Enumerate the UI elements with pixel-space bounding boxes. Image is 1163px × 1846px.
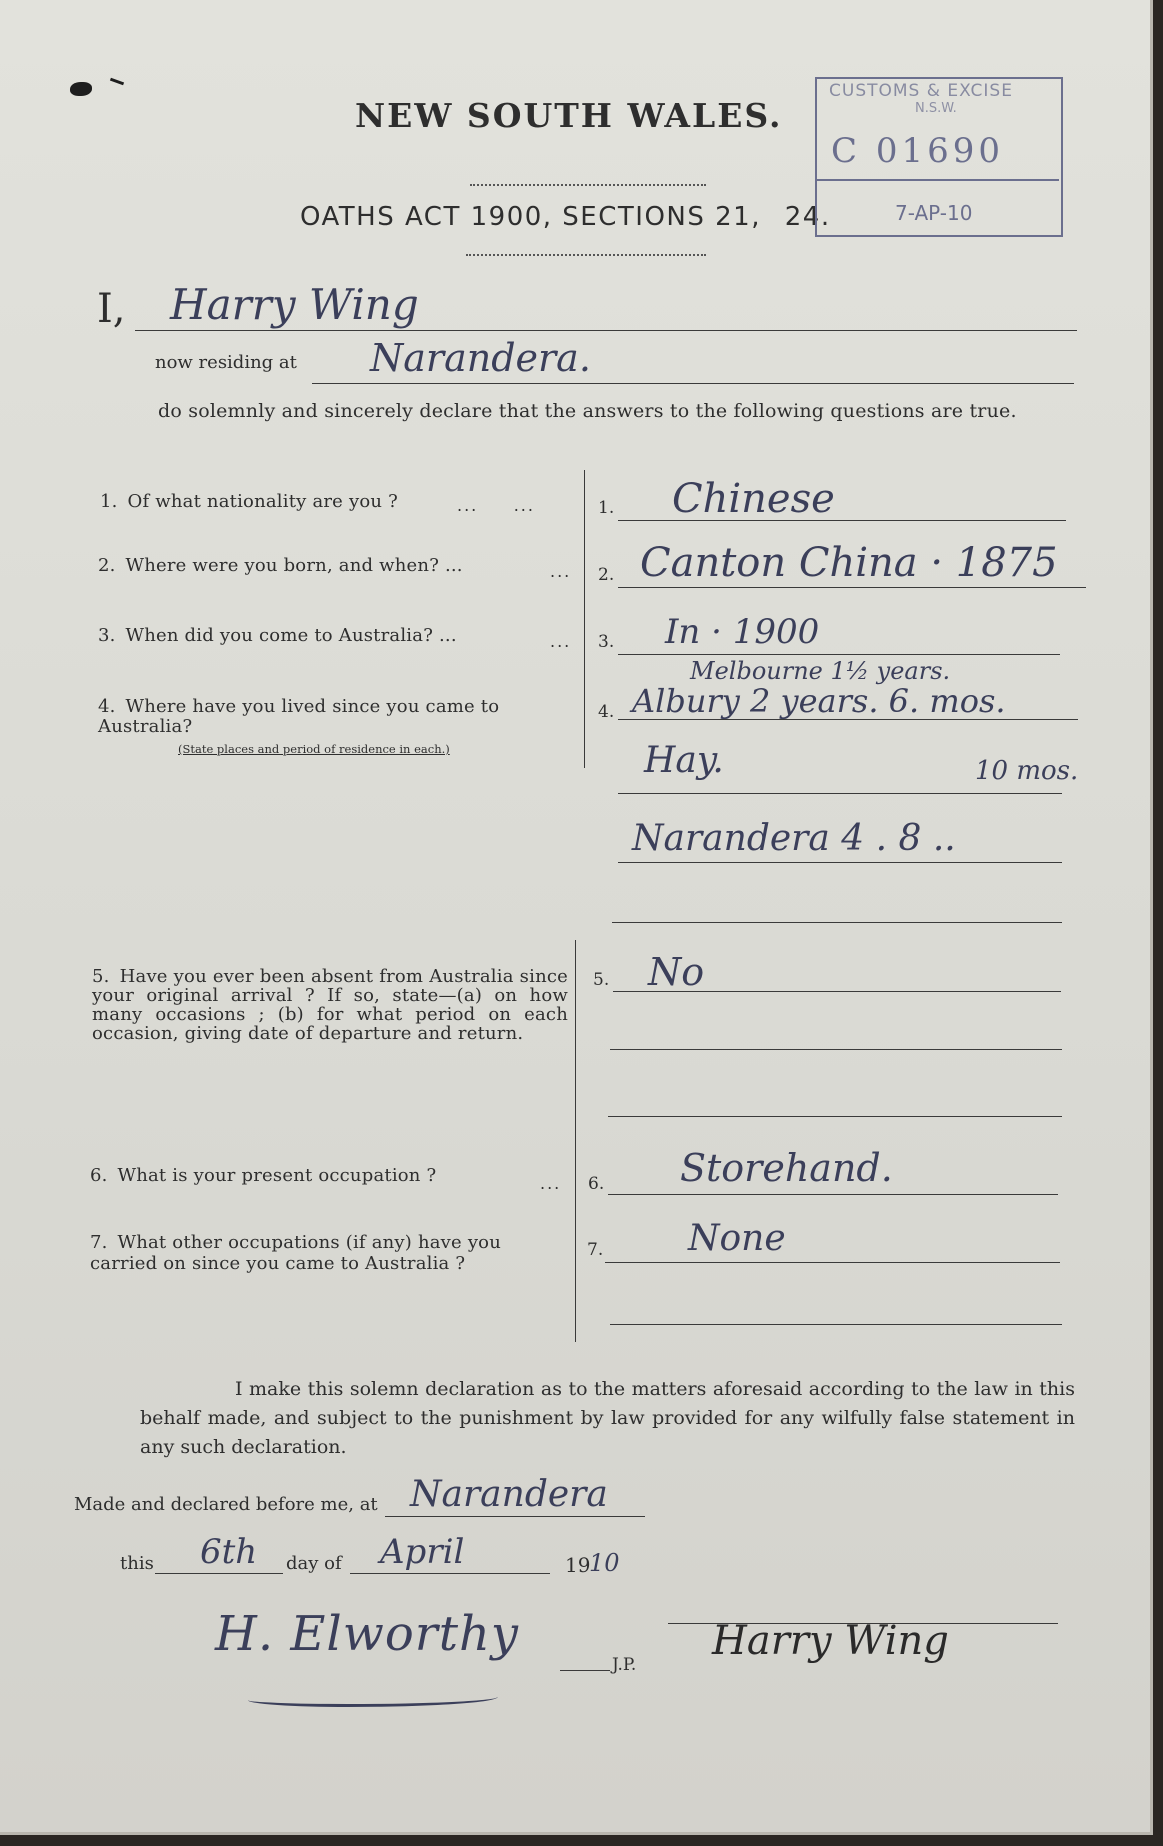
stamp-line2: N.S.W. xyxy=(915,101,957,116)
a7-number: 7. xyxy=(587,1240,604,1260)
a2-value: Canton China · 1875 xyxy=(640,540,1058,586)
a1-line xyxy=(618,520,1066,521)
q4-text: Where have you lived since you came to Australia? xyxy=(98,696,500,737)
q5-text: Have you ever been absent from Australia since your original arrival ? If so, state—(a) on how many occasions ; (b) for what period on each occasion, giving date of departure and return. xyxy=(92,966,568,1044)
subtitle-end: 24. xyxy=(784,202,831,232)
a5-line-3 xyxy=(608,1116,1062,1117)
a4-number: 4. xyxy=(598,702,615,722)
declared-month: April xyxy=(380,1532,465,1572)
this-label: this xyxy=(120,1553,154,1574)
stamp-date: 7-AP-10 xyxy=(895,201,973,225)
question-3 xyxy=(98,626,457,646)
q1-text: Of what nationality are you ? xyxy=(127,491,398,512)
a4-line-3 xyxy=(618,862,1062,863)
a7-line xyxy=(605,1262,1060,1263)
q7-number: 7. xyxy=(90,1232,108,1253)
year-suffix: 10 xyxy=(589,1549,620,1577)
q1-number: 1. xyxy=(100,491,118,512)
q4-number: 4. xyxy=(98,696,116,717)
year-prefix: 19 xyxy=(565,1553,591,1577)
a4-hay-period: 10 mos. xyxy=(975,756,1079,786)
name-line xyxy=(135,330,1077,331)
a6-value: Storehand. xyxy=(680,1146,893,1190)
a1-number: 1. xyxy=(598,498,615,518)
residing-label: now residing at xyxy=(155,352,297,373)
q3-dots: ... xyxy=(550,632,572,651)
a6-line xyxy=(608,1194,1058,1195)
a5-value: No xyxy=(648,950,705,994)
a5-line xyxy=(613,991,1061,992)
residence-line xyxy=(312,383,1074,384)
declaration-statement: do solemnly and sincerely declare that the answers to the following questions are true. xyxy=(158,400,1017,422)
stamp-number: C 01690 xyxy=(831,131,1004,171)
a4-place-hay: Hay. xyxy=(644,740,724,781)
customs-stamp xyxy=(815,77,1063,237)
q6-number: 6. xyxy=(90,1165,108,1186)
jp-line xyxy=(560,1670,610,1671)
q3-text: When did you come to Australia? ... xyxy=(125,625,457,646)
q2-text: Where were you born, and when? ... xyxy=(125,555,463,576)
declared-place: Narandera xyxy=(410,1474,608,1515)
a5-line-2 xyxy=(610,1049,1062,1050)
question-6 xyxy=(90,1166,436,1186)
subtitle-main: OATHS ACT 1900, SECTIONS 21, xyxy=(300,202,761,232)
declarant-name: Harry Wing xyxy=(170,280,419,329)
solemn-declaration-paragraph: I make this solemn declaration as to the matters aforesaid according to the law in this behalf made, and subject to the punishment by law provided for any wilfully false statement in any such declaration. xyxy=(140,1378,1075,1458)
question-4 xyxy=(98,697,570,737)
q4-note: (State places and period of residence in each.) xyxy=(178,742,450,756)
day-line xyxy=(155,1573,283,1574)
question-1 xyxy=(100,492,398,512)
a3-line xyxy=(618,654,1060,655)
a1-value: Chinese xyxy=(672,476,835,522)
declarant-i-label: I, xyxy=(97,286,126,332)
a4-line xyxy=(618,719,1078,720)
a4-note-above: Melbourne 1½ years. xyxy=(690,657,951,685)
question-7 xyxy=(90,1232,566,1274)
column-divider-bottom xyxy=(575,940,576,1342)
stamp-line1: CUSTOMS & EXCISE xyxy=(829,81,1013,101)
question-2 xyxy=(98,556,463,576)
a4-place-narandera: Narandera 4 . 8 .. xyxy=(632,818,956,859)
subtitle-rule xyxy=(466,254,706,256)
corner-ink-tick xyxy=(110,78,124,86)
a6-number: 6. xyxy=(588,1174,605,1194)
q1-dots: ... ... xyxy=(457,496,535,515)
day-of-label: day of xyxy=(286,1553,342,1574)
q7-text: What other occupations (if any) have you carried on since you came to Australia ? xyxy=(90,1232,502,1274)
jp-signature: H. Elworthy xyxy=(215,1606,520,1662)
a3-number: 3. xyxy=(598,632,615,652)
place-line xyxy=(385,1516,645,1517)
jp-signature-flourish xyxy=(248,1690,498,1707)
a4-value: Albury 2 years. 6. mos. xyxy=(632,682,1006,720)
month-line xyxy=(350,1573,550,1574)
page-subtitle xyxy=(300,202,831,232)
page-title: NEW SOUTH WALES. xyxy=(355,96,783,135)
q6-text: What is your present occupation ? xyxy=(117,1165,437,1186)
q2-number: 2. xyxy=(98,555,116,576)
a7-line-2 xyxy=(610,1324,1062,1325)
a7-value: None xyxy=(688,1218,786,1259)
q6-dots: ... xyxy=(540,1174,562,1193)
residence-value: Narandera. xyxy=(370,336,591,380)
question-5 xyxy=(92,967,568,1043)
q2-dots: ... xyxy=(550,562,572,581)
a4-line-2 xyxy=(618,793,1062,794)
column-divider-top xyxy=(584,470,585,768)
made-declared-label: Made and declared before me, at xyxy=(74,1494,378,1515)
jp-label: J.P. xyxy=(612,1655,637,1675)
a2-line xyxy=(618,587,1086,588)
corner-ink-mark xyxy=(70,82,92,96)
declared-day: 6th xyxy=(200,1532,258,1572)
stamp-divider xyxy=(815,179,1059,181)
q5-number: 5. xyxy=(92,966,110,987)
a4-line-4 xyxy=(612,922,1062,923)
a2-number: 2. xyxy=(598,565,615,585)
a5-number: 5. xyxy=(593,970,610,990)
a3-value: In · 1900 xyxy=(665,612,820,652)
q3-number: 3. xyxy=(98,625,116,646)
declarant-signature: Harry Wing xyxy=(712,1618,949,1664)
title-rule xyxy=(470,184,706,186)
